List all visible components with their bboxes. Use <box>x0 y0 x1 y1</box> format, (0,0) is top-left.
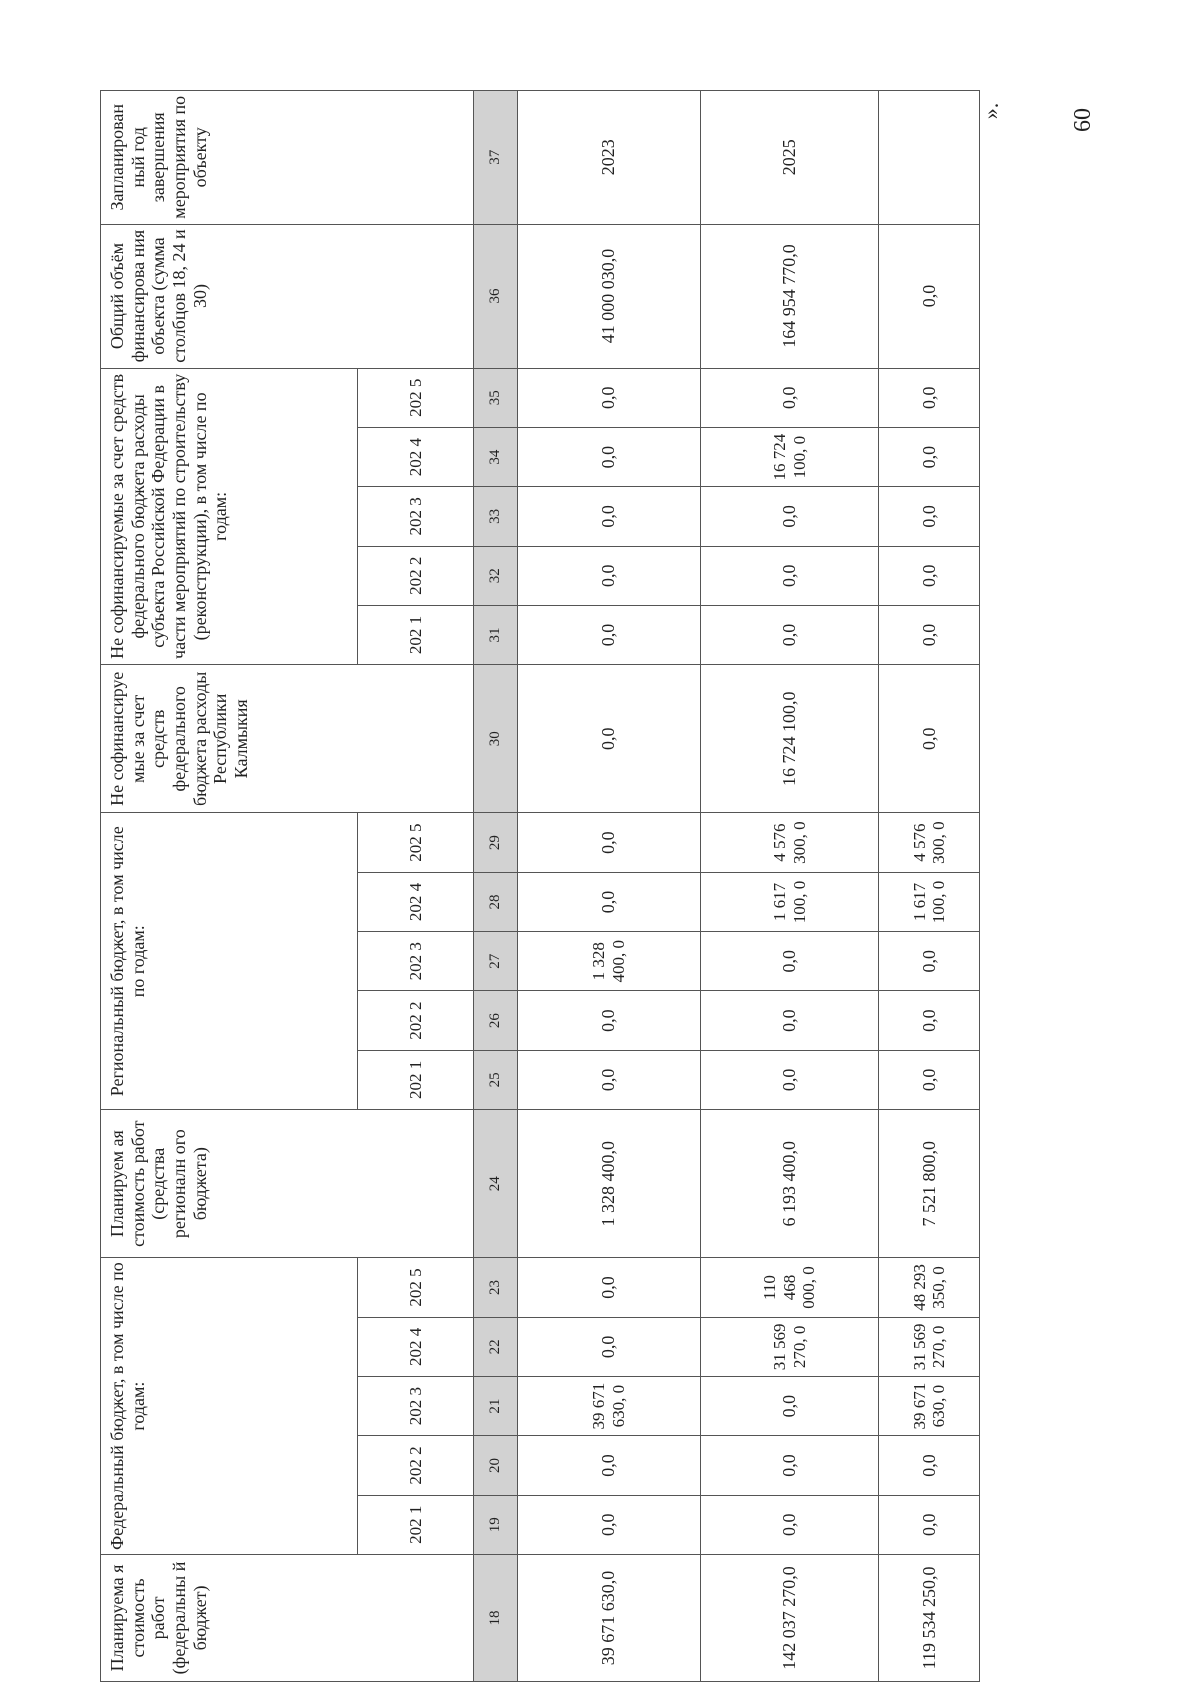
table-cell: 0,0 <box>700 546 879 605</box>
table-cell: 0,0 <box>879 368 980 427</box>
column-number: 20 <box>474 1436 518 1495</box>
year-cell: 202 5 <box>357 1258 473 1317</box>
rotated-table-sheet <box>100 90 980 1682</box>
table-cell: 0,0 <box>517 991 700 1050</box>
table-row <box>879 91 980 1682</box>
table-cell: 0,0 <box>700 1050 879 1109</box>
table-cell: 39 671 630, 0 <box>879 1376 980 1435</box>
financing-table <box>100 90 980 1682</box>
year-cell: 202 2 <box>357 546 473 605</box>
header-total-volume: Общий объём финансирова ния объекта (сумма столбцов 18, 24 и 30) <box>101 224 474 368</box>
table-cell: 2023 <box>517 91 700 225</box>
column-number: 36 <box>474 224 518 368</box>
table-cell: 0,0 <box>517 665 700 813</box>
table-row <box>700 91 879 1682</box>
table-cell: 2025 <box>700 91 879 225</box>
table-cell: 0,0 <box>879 932 980 991</box>
column-number: 21 <box>474 1376 518 1435</box>
header-planned-regional: Планируем ая стоимость работ (средства регионалн ого бюджета) <box>101 1110 474 1258</box>
page-number: 60 <box>1070 108 1096 132</box>
table-cell: 0,0 <box>879 1050 980 1109</box>
year-cell: 202 1 <box>357 1050 473 1109</box>
year-cell: 202 3 <box>357 487 473 546</box>
year-cell: 202 4 <box>357 1317 473 1376</box>
column-number: 25 <box>474 1050 518 1109</box>
table-cell: 0,0 <box>517 368 700 427</box>
table-cell: 16 724 100,0 <box>700 665 879 813</box>
table-cell: 7 521 800,0 <box>879 1110 980 1258</box>
table-cell: 0,0 <box>517 1495 700 1554</box>
table-cell: 0,0 <box>700 368 879 427</box>
table-cell: 1 617 100, 0 <box>879 872 980 931</box>
table-cell: 1 328 400, 0 <box>517 932 700 991</box>
table-cell: 0,0 <box>879 991 980 1050</box>
table-cell: 0,0 <box>879 665 980 813</box>
header-planned-federal: Планируема я стоимость работ (федеральны й бюджет) <box>101 1554 474 1681</box>
column-number: 19 <box>474 1495 518 1554</box>
year-cell: 202 5 <box>357 368 473 427</box>
table-cell: 4 576 300, 0 <box>700 813 879 872</box>
header-not-cofinanced-subject: Не софинансируемые за счет средств федерального бюджета расходы субъекта Российской Федерации в части мероприятий по строительству (реконструкции), в том числе по годам: <box>101 368 358 665</box>
column-number: 31 <box>474 605 518 664</box>
table-cell <box>879 91 980 225</box>
table-cell: 31 569 270, 0 <box>879 1317 980 1376</box>
table-cell: 16 724 100, 0 <box>700 427 879 486</box>
table-cell: 39 671 630, 0 <box>517 1376 700 1435</box>
table-cell: 0,0 <box>700 1436 879 1495</box>
table-cell: 0,0 <box>517 872 700 931</box>
table-cell: 0,0 <box>517 813 700 872</box>
column-number: 33 <box>474 487 518 546</box>
table-cell: 0,0 <box>700 932 879 991</box>
table-cell: 39 671 630,0 <box>517 1554 700 1681</box>
table-cell: 48 293 350, 0 <box>879 1258 980 1317</box>
column-number: 27 <box>474 932 518 991</box>
header-regional-by-year: Региональный бюджет, в том числе по годам: <box>101 813 358 1110</box>
table-cell: 0,0 <box>517 546 700 605</box>
header-not-cofinanced-kalmykia: Не софинансируе мые за счет средств федерального бюджета расходы Республики Калмыкия <box>101 665 474 813</box>
year-cell: 202 1 <box>357 605 473 664</box>
column-number: 23 <box>474 1258 518 1317</box>
year-cell: 202 2 <box>357 991 473 1050</box>
table-cell: 164 954 770,0 <box>700 224 879 368</box>
header-federal-by-year: Федеральный бюджет, в том числе по годам: <box>101 1258 358 1555</box>
year-cell: 202 3 <box>357 932 473 991</box>
table-cell: 119 534 250,0 <box>879 1554 980 1681</box>
table-cell: 41 000 030,0 <box>517 224 700 368</box>
year-cell: 202 4 <box>357 872 473 931</box>
table-cell: 1 328 400,0 <box>517 1110 700 1258</box>
table-cell: 0,0 <box>879 605 980 664</box>
header-planned-year: Запланирован ный год завершения мероприятия по объекту <box>101 91 474 225</box>
column-number: 32 <box>474 546 518 605</box>
table-row <box>517 91 700 1682</box>
table-cell: 0,0 <box>517 605 700 664</box>
column-number: 28 <box>474 872 518 931</box>
table-cell: 6 193 400,0 <box>700 1110 879 1258</box>
column-number-row <box>474 91 518 1682</box>
column-number: 30 <box>474 665 518 813</box>
year-cell: 202 3 <box>357 1376 473 1435</box>
column-number: 18 <box>474 1554 518 1681</box>
table-cell: 0,0 <box>879 1436 980 1495</box>
column-number: 22 <box>474 1317 518 1376</box>
table-cell: 0,0 <box>517 427 700 486</box>
column-number: 26 <box>474 991 518 1050</box>
year-cell: 202 2 <box>357 1436 473 1495</box>
table-cell: 4 576 300, 0 <box>879 813 980 872</box>
table-cell: 0,0 <box>700 1376 879 1435</box>
table-cell: 0,0 <box>700 605 879 664</box>
column-number: 34 <box>474 427 518 486</box>
table-cell: 0,0 <box>879 224 980 368</box>
table-cell: 0,0 <box>879 487 980 546</box>
table-cell: 0,0 <box>517 1436 700 1495</box>
table-cell: 0,0 <box>879 546 980 605</box>
table-cell: 0,0 <box>700 991 879 1050</box>
table-cell: 1 617 100, 0 <box>700 872 879 931</box>
year-cell: 202 5 <box>357 813 473 872</box>
table-cell: 0,0 <box>517 1258 700 1317</box>
table-cell: 31 569 270, 0 <box>700 1317 879 1376</box>
column-number: 37 <box>474 91 518 225</box>
column-number: 29 <box>474 813 518 872</box>
table-cell: 110 468 000, 0 <box>700 1258 879 1317</box>
table-cell: 0,0 <box>879 427 980 486</box>
table-cell: 0,0 <box>517 1317 700 1376</box>
table-cell: 142 037 270,0 <box>700 1554 879 1681</box>
table-cell: 0,0 <box>700 487 879 546</box>
table-cell: 0,0 <box>517 1050 700 1109</box>
table-cell: 0,0 <box>879 1495 980 1554</box>
header-row-1 <box>101 91 358 1682</box>
column-number: 24 <box>474 1110 518 1258</box>
closing-quote-mark: ». <box>978 102 1003 120</box>
table-cell: 0,0 <box>517 487 700 546</box>
column-number: 35 <box>474 368 518 427</box>
year-cell: 202 1 <box>357 1495 473 1554</box>
year-cell: 202 4 <box>357 427 473 486</box>
table-cell: 0,0 <box>700 1495 879 1554</box>
